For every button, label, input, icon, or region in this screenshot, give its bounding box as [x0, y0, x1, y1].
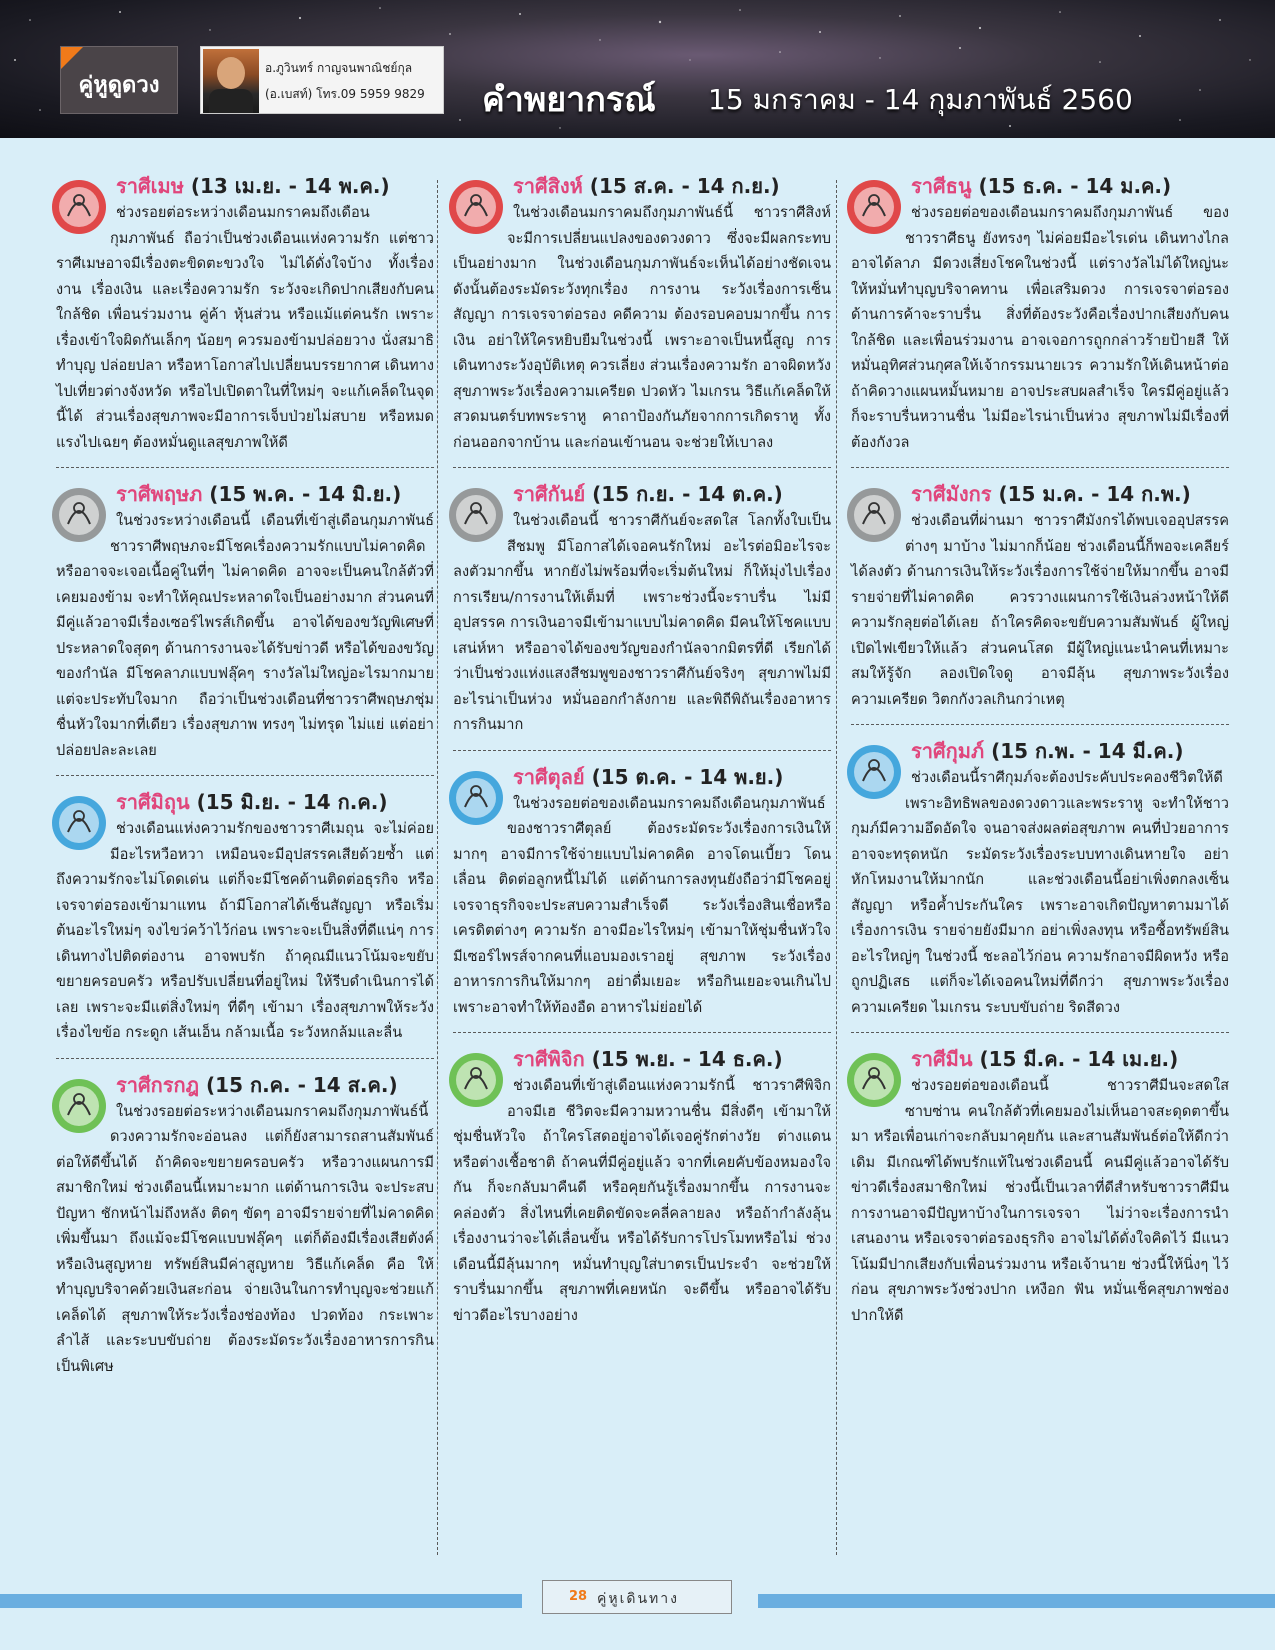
- brand-title: คู่หูดูดวง: [78, 73, 160, 98]
- zodiac-heading: [453, 172, 831, 200]
- zodiac-section: [56, 1071, 434, 1392]
- zodiac-name: ราศีมีน: [911, 1047, 973, 1071]
- author-contact: (อ.เบสท์) โทร.09 5959 9829: [265, 87, 425, 101]
- libra-icon: [445, 767, 507, 829]
- zodiac-section: [453, 480, 831, 751]
- zodiac-forecast-text: ช่วงเดือนที่เข้าสู่เดือนแห่งความรักนี้ ชาวราศีพิจิกอาจมีเฮ ชีวิตจะมีความหวานชื่น มีสิ่งดีๆ เข้ามาให้ชุ่มชื่นหัวใจ ถ้าใครโสดอยู่อาจได้เจอคู่รักต่างวัย ต่างแดน หรือต่างเชื้อชาติ ถ้าคนที่มีคู่อยู่แล้ว จากที่เคยคับข้องหมองใจกัน ก็จะกลับมาคืนดี หรือคุยกันรู้เรื่องมากขึ้น การงานจะคล่องตัว สิ่งไหนที่เคยติดขัดจะคลี่คลายลง หรือถ้ากำลังลุ้นเรื่องงานว่าจะได้เลื่อนขั้น หรือได้รับการโปรโมทหรือไม่ ช่วงเดือนนี้มีลุ้นมากๆ หมั่นทำบุญใส่บาตรเป็นประจำ จะช่วยให้ราบรื่นมากขึ้น สุขภาพที่เคยหนัก จะดีขึ้น หรืออาจได้รับข่าวดีอะไรบางอย่าง: [453, 1077, 831, 1324]
- footer-bar-right: [758, 1594, 1275, 1608]
- zodiac-section: [56, 172, 434, 468]
- zodiac-forecast-text: ในช่วงเดือนนี้ ชาวราศีกันย์จะสดใส โลกทั้งใบเป็นสีชมพู มีโอกาสได้เจอคนรักใหม่ อะไรต่อมิอะไรจะลงตัวมากขึ้น หากยังไม่พร้อมที่จะเริ่มต้นใหม่ ก็ให้มุ่งไปเรื่องการเรียน/การงานให้เต็มที่ เพราะช่วงนี้จะราบรื่น ไม่มีอุปสรรค การเงินอาจมีเข้ามาแบบไม่คาดคิด มีคนให้โชคแบบเสน่ห์หา หรืออาจได้ของขวัญของกำนัลจากมิตรที่ดี เรียกได้ว่าเป็นช่วงแห่งแสงสีชมพูของชาวราศีกันย์จริงๆ สุขภาพไม่มีอะไรน่าเป็นห่วง หมั่นออกกำลังกาย และพิถีพิถันเรื่องอาหารการกินมาก: [453, 512, 831, 733]
- column-2: [453, 172, 831, 1352]
- zodiac-section: [453, 763, 831, 1034]
- header-banner: [0, 0, 1275, 138]
- taurus-icon: [48, 484, 110, 546]
- cancer-icon: [48, 1075, 110, 1137]
- zodiac-date-range: (15 ก.พ. - 14 มี.ค.): [991, 739, 1184, 763]
- zodiac-date-range: (15 ม.ค. - 14 ก.พ.): [998, 482, 1191, 506]
- column-divider: [437, 180, 438, 1555]
- zodiac-name: ราศีพิจิก: [513, 1047, 585, 1071]
- zodiac-section: [453, 1045, 831, 1340]
- zodiac-forecast-text: ในช่วงเดือนมกราคมถึงกุมภาพันธ์นี้ ชาวราศีสิงห์จะมีการเปลี่ยนแปลงของดวงดาว ซึ่งจะมีผลกระทบเป็นอย่างมาก ในช่วงเดือนกุมภาพันธ์จะเห็นได้อย่างชัดเจน ดังนั้นต้องระมัดระวังทุกเรื่อง การงาน ระวังเรื่องการเซ็นสัญญา การเจรจาต่อรอง คดีความ ต้องรอบคอบมากขึ้น การเงิน อย่าให้ใครหยิบยืมในช่วงนี้ เพราะอาจเป็นหนี้สูญ การเดินทางระวังอุบัติเหตุ ควรเลี่ยง ส่วนเรื่องความรัก อาจผิดหวัง สุขภาพระวังเรื่องความเครียด ปวดหัว ไมเกรน วิธีแก้เคล็ดให้สวดมนตร์บทพระราหู คาถาป้องกันภัยจากการเกิดราหู ทั้งก่อนออกจากบ้าน และก่อนเข้านอน จะช่วยให้เบาลง: [453, 204, 832, 451]
- author-name: อ.ภูวินทร์ กาญจนพาณิชย์กุล: [265, 61, 413, 75]
- footer-label: [542, 1580, 732, 1614]
- magazine-name: คู่หูเดินทาง: [597, 1591, 679, 1607]
- zodiac-name: ราศีมังกร: [911, 482, 992, 506]
- leo-icon: [445, 176, 507, 238]
- aries-icon: [48, 176, 110, 238]
- zodiac-heading: [453, 480, 831, 508]
- zodiac-heading: [56, 788, 434, 816]
- zodiac-name: ราศีเมษ: [116, 174, 184, 198]
- zodiac-heading: [56, 172, 434, 200]
- zodiac-heading: [453, 763, 831, 791]
- gemini-icon: [48, 792, 110, 854]
- column-divider: [836, 180, 837, 1555]
- brand-badge: [60, 46, 178, 114]
- column-1: [56, 172, 434, 1403]
- zodiac-forecast-text: ช่วงเดือนนี้ราศีกุมภ์จะต้องประคับประคองชีวิตให้ดี เพราะอิทธิพลของดวงดาวและพระราหู จะทำให้ชาวกุมภ์มีความอึดอัดใจ จนอาจส่งผลต่อสุขภาพ คนที่ป่วยอาการอาจจะทรุดหนัก ระมัดระวังเรื่องระบบทางเดินหายใจ อย่าหักโหมงานให้มากนัก และช่วงเดือนนี้อย่าเพิ่งตกลงเซ็นสัญญา หรือค้ำประกันใคร เพราะอาจเกิดปัญหาตามมาได้ เรื่องการเงิน รายจ่ายยังมีมาก อย่าเพิ่งลงทุน หรือซื้อทรัพย์สินอะไรใหญ่ๆ ในช่วงนี้ ชะลอไว้ก่อน ความรักอาจมีผิดหวัง หรือถูกปฏิเสธ แต่ก็จะได้เจอคนใหม่ที่ดีกว่า สุขภาพระวังเรื่องความเครียด ไมเกรน ระบบขับถ่าย ริดสีดวง: [851, 769, 1229, 1016]
- pisces-icon: [843, 1049, 905, 1111]
- zodiac-forecast-text: ช่วงรอยต่อระหว่างเดือนมกราคมถึงเดือนกุมภาพันธ์ ถือว่าเป็นช่วงเดือนแห่งความรัก แต่ชาวราศีเมษอาจมีเรื่องตะขิดตะขวงใจ ไม่ได้ดั่งใจบ้าง ทั้งเรื่องงาน เรื่องเงิน และเรื่องความรัก ระวังจะเกิดปากเสียงกับคนใกล้ชิด เพื่อนร่วมงาน คู่ค้า หุ้นส่วน หรือแม้แต่คนรัก เพราะเรื่องเข้าใจผิดกันเล็กๆ น้อยๆ ควรมองข้ามปล่อยวาง นั่งสมาธิ ทำบุญ ปล่อยปลา หรือหาโอกาสไปเปลี่ยนบรรยากาศ เดินทางไปเที่ยวต่างจังหวัด หรือไปเปิดตาในที่ใหม่ๆ จะแก้เคล็ดในจุดนี้ได้ ส่วนเรื่องสุขภาพจะมีอาการเจ็บป่วยไม่สบาย หรือหมดแรงไปเฉยๆ ต้องหมั่นดูแลสุขภาพให้ดี: [56, 204, 434, 451]
- scorpio-icon: [445, 1049, 507, 1111]
- zodiac-name: ราศีสิงห์: [513, 174, 583, 198]
- zodiac-date-range: (13 เม.ย. - 14 พ.ค.): [190, 174, 390, 198]
- zodiac-section: [453, 172, 831, 468]
- zodiac-date-range: (15 ก.ย. - 14 ต.ค.): [592, 482, 783, 506]
- zodiac-forecast-text: ในช่วงรอยต่อระหว่างเดือนมกราคมถึงกุมภาพันธ์นี้ ดวงความรักจะอ่อนลง แต่ก็ยังสามารถสานสัมพันธ์ต่อให้ดีขึ้นได้ ถ้าคิดจะขยายครอบครัว หรือวางแผนการมีสมาชิกใหม่ ช่วงเดือนนี้เหมาะมาก แต่ด้านการเงิน จะประสบปัญหา ชักหน้าไม่ถึงหลัง ติดๆ ขัดๆ อาจมีรายจ่ายที่ไม่คาดคิดเพิ่มขึ้นมา ถึงแม้จะมีโชคแบบฟลุ๊คๆ แต่ก็ต้องมีเรื่องเสียตังค์ หรือเงินสูญหาย ทรัพย์สินมีค่าสูญหาย วิธีแก้เคล็ด คือ ให้ทำบุญบริจาคด้วยเงินสะก่อน จ่ายเงินในการทำบุญจะช่วยแก้เคล็ดได้ สุขภาพให้ระวังเรื่องช่องท้อง ปวดท้อง กระเพาะลำไส้ และระบบขับถ่าย ต้องระมัดระวังเรื่องอาหารการกินเป็นพิเศษ: [56, 1102, 434, 1375]
- zodiac-heading: [56, 480, 434, 508]
- zodiac-heading: [453, 1045, 831, 1073]
- zodiac-name: ราศีกุมภ์: [911, 739, 985, 763]
- zodiac-forecast-text: ช่วงเดือนที่ผ่านมา ชาวราศีมังกรได้พบเจออุปสรรคต่างๆ มาบ้าง ไม่มากก็น้อย ช่วงเดือนนี้ก็พอจะเคลียร์ได้ลงตัว ด้านการเงินให้ระวังเรื่องการใช้จ่ายให้มากขึ้น อาจมีรายจ่ายที่ไม่คาดคิด ควรวางแผนการใช้เงินล่วงหน้าให้ดี ความรักลุยต่อได้เลย ถ้าใครคิดจะขยับความสัมพันธ์ ผู้ใหญ่เปิดไฟเขียวให้แล้ว ส่วนคนโสด มีผู้ใหญ่แนะนำคนที่เหมาะสมให้รู้จัก ลองเปิดใจดู อาจมีลุ้น สุขภาพระวังเรื่องความเครียด วิตกกังวลเกินกว่าเหตุ: [851, 512, 1229, 708]
- zodiac-forecast-text: ในช่วงรอยต่อของเดือนมกราคมถึงเดือนกุมภาพันธ์ของชาวราศีตุลย์ ต้องระมัดระวังเรื่องการเงินให้มากๆ อาจมีการใช้จ่ายแบบไม่คาดคิด อาจโดนเบี้ยว โดนเลื่อน ติดต่อลูกหนี้ไม่ได้ แต่ด้านการลงทุนยังถือว่ามีโชคอยู่ เจรจาธุรกิจจะประสบความสำเร็จดี ระวังเรื่องสินเชื่อหรือเครดิตต่างๆ ความรัก อาจมีอะไรใหม่ๆ เข้ามาให้ชุ่มชื่นหัวใจ มีเซอร์ไพรส์จากคนที่แอบมองเราอยู่ สุขภาพ ระวังเรื่องอาหารการกินให้มากๆ อย่าดื่มเยอะ หรือกินเยอะจนเกินไป เพราะอาจทำให้ท้องอืด อาหารไม่ย่อยได้: [453, 794, 831, 1016]
- zodiac-name: ราศีมิถุน: [116, 790, 190, 814]
- zodiac-date-range: (15 พ.ย. - 14 ธ.ค.): [591, 1047, 783, 1071]
- zodiac-section: [56, 480, 434, 776]
- zodiac-heading: [851, 480, 1229, 508]
- footer-bar-left: [0, 1594, 522, 1608]
- zodiac-date-range: (15 พ.ค. - 14 มิ.ย.): [209, 482, 402, 506]
- zodiac-heading: [851, 1045, 1229, 1073]
- zodiac-heading: [56, 1071, 434, 1099]
- zodiac-date-range: (15 มิ.ย. - 14 ก.ค.): [196, 790, 388, 814]
- avatar: [203, 49, 259, 113]
- zodiac-name: ราศีกันย์: [513, 482, 586, 506]
- zodiac-section: [851, 172, 1229, 468]
- zodiac-section: [851, 1045, 1229, 1340]
- zodiac-name: ราศีพฤษภ: [116, 482, 203, 506]
- zodiac-heading: [851, 737, 1229, 765]
- zodiac-name: ราศีตุลย์: [513, 764, 585, 789]
- page-number: 28: [569, 1589, 588, 1604]
- zodiac-name: ราศีธนู: [911, 174, 972, 198]
- zodiac-section: [56, 788, 434, 1059]
- zodiac-forecast-text: ช่วงรอยต่อของเดือนมกราคมถึงกุมภาพันธ์ ของชาวราศีธนู ยังทรงๆ ไม่ค่อยมีอะไรเด่น เดินทางไกลอาจได้ลาภ มีดวงเสี่ยงโชคในช่วงนี้ แต่รางวัลไม่ได้ใหญ่นะ ให้หมั่นทำบุญบริจาคทาน เพื่อเสริมดวง การเจรจาต่อรองด้านการค้าจะราบรื่น สิ่งที่ต้องระวังคือเรื่องปากเสียงกับคนใกล้ชิด และเพื่อนร่วมงาน อาจเจอการถูกกล่าวร้ายป้ายสี ให้หมั่นอุทิศส่วนกุศลให้เจ้ากรรมนายเวร ความรักให้เดินหน้าต่อ ถ้าคิดวางแผนหมั้นหมาย อาจประสบผลสำเร็จ ใครมีคู่อยู่แล้ว ก็จะราบรื่นหวานชื่น ไม่มีอะไรน่าเป็นห่วง สุขภาพไม่มีเรื่องที่ต้องกังวล: [851, 204, 1229, 451]
- zodiac-date-range: (15 มี.ค. - 14 เม.ย.): [979, 1047, 1179, 1071]
- page-title: คำพยากรณ์: [482, 80, 656, 120]
- brand-corner-accent: [61, 47, 83, 69]
- aquarius-icon: [843, 741, 905, 803]
- zodiac-date-range: (15 ธ.ค. - 14 ม.ค.): [978, 174, 1172, 198]
- zodiac-forecast-text: ช่วงเดือนแห่งความรักของชาวราศีเมถุน จะไม่ค่อยมีอะไรหวือหวา เหมือนจะมีอุปสรรคเสียด้วยซ้ำ แต่ถึงความรักจะไม่โดดเด่น แต่ก็จะมีโชคด้านติดต่อธุรกิจ หรือเจรจาต่อรองเข้ามาแทน ถ้ามีโอกาสได้เซ็นสัญญา หรือเริ่มต้นอะไรใหม่ๆ จงไขว่คว้าไว้ก่อน เพราะจะเป็นสิ่งที่ดีแน่ๆ การเดินทางไปติดต่องาน อาจพบรัก ถ้าคุณมีแนวโน้มจะขยับขยายครอบครัว หรือปรับเปลี่ยนที่อยู่ใหม่ ให้รีบดำเนินการได้เลย เพราะจะมีแต่สิ่งใหม่ๆ ที่ดีๆ เข้ามา เรื่องสุขภาพให้ระวังเรื่องไขข้อ กระดูก เส้นเอ็น กล้ามเนื้อ ระวังหกล้มและลื่น: [56, 820, 434, 1041]
- zodiac-heading: [851, 172, 1229, 200]
- zodiac-forecast-text: ในช่วงระหว่างเดือนนี้ เดือนที่เข้าสู่เดือนกุมภาพันธ์ ชาวราศีพฤษภจะมีโชคเรื่องความรักแบบไม่คาดคิด หรืออาจจะเจอเนื้อคู่ในที่ๆ ไม่คาดคิด อาจจะเป็นคนใกล้ตัวที่เคยมองข้าม จะทำให้คุณประหลาดใจเป็นอย่างมาก ส่วนคนที่มีคู่แล้วอาจมีเรื่องเซอร์ไพรส์เกิดขึ้น อาจได้ของขวัญพิเศษที่ประหลาดใจสุดๆ ด้านการงานจะได้รับข่าวดี หรือได้ของขวัญของกำนัล มีโชคลาภแบบฟลุ๊คๆ รางวัลไม่ใหญ่อะไรมากมาย แต่จะประทับใจมาก ถือว่าเป็นช่วงเดือนที่ชาวราศีพฤษภชุ่มชื่นหัวใจมากที่เดียว เรื่องสุขภาพ ทรงๆ ไม่ทรุด ไม่แย่ แต่อย่าปล่อยปละละเลย: [56, 512, 434, 759]
- sagittarius-icon: [843, 176, 905, 238]
- zodiac-date-range: (15 ต.ค. - 14 พ.ย.): [591, 764, 784, 789]
- zodiac-forecast-text: ช่วงรอยต่อของเดือนนี้ ชาวราศีมีนจะสดใส ซาบซ่าน คนใกล้ตัวที่เคยมองไม่เห็นอาจสะดุดตาขึ้นมา หรือเพื่อนเก่าจะกลับมาคุยกัน และสานสัมพันธ์ต่อให้ดีกว่าเดิม มีเกณฑ์ได้พบรักแท้ในช่วงเดือนนี้ คนมีคู่แล้วอาจได้รับข่าวดีเรื่องสมาชิกใหม่ ช่วงนี้เป็นเวลาที่ดีสำหรับชาวราศีมีน การงานอาจมีปัญหาบ้างในการเจรจา ไม่ว่าจะเรื่องการนำเสนองาน หรือเจรจาต่อรองธุรกิจ อาจไม่ได้ดั่งใจคิดไว้ มีแนวโน้มมีปากเสียงกับเพื่อนร่วมงาน หรือเจ้านาย ช่วงนี้ให้นิ่งๆ ไว้ก่อน สุขภาพระวังช่วงปาก เหงือก ฟัน หมั่นเช็คสุขภาพช่องปากให้ดี: [851, 1077, 1229, 1324]
- date-range: 15 มกราคม - 14 กุมภาพันธ์ 2560: [708, 83, 1133, 116]
- capricorn-icon: [843, 484, 905, 546]
- zodiac-date-range: (15 ก.ค. - 14 ส.ค.): [206, 1072, 398, 1097]
- virgo-icon: [445, 484, 507, 546]
- zodiac-name: ราศีกรกฎ: [116, 1072, 200, 1097]
- zodiac-section: [851, 480, 1229, 725]
- author-card: [200, 46, 444, 114]
- zodiac-section: [851, 737, 1229, 1033]
- zodiac-date-range: (15 ส.ค. - 14 ก.ย.): [589, 174, 780, 198]
- column-3: [851, 172, 1229, 1352]
